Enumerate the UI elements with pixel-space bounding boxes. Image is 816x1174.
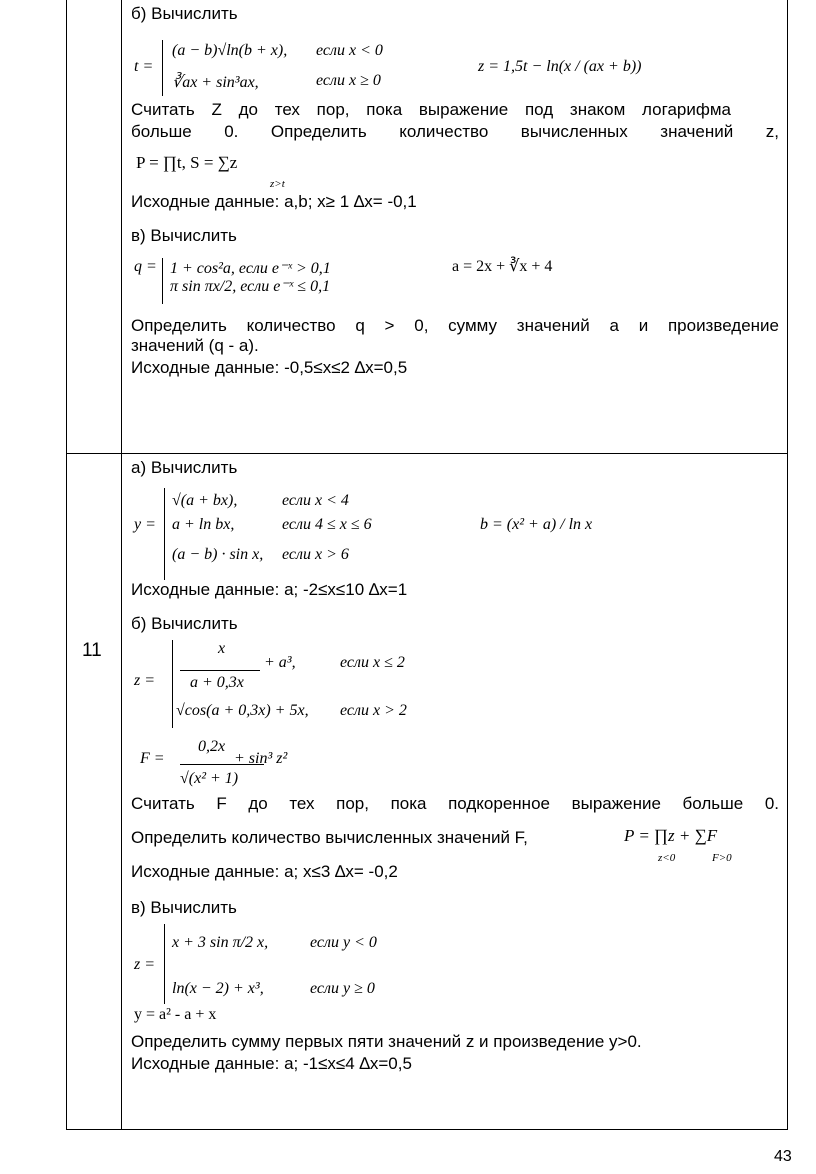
y-case2-cond: если 4 ≤ x ≤ 6: [282, 516, 372, 533]
y-case1: √(a + bx),: [172, 492, 238, 509]
sum-subscript-1: z>t: [270, 178, 285, 190]
P-subscript-2: F>0: [712, 852, 732, 864]
z-case1-den: a + 0,3x: [190, 674, 244, 691]
v-input-2: Исходные данные: a; -1≤x≤4 ∆x=0,5: [131, 1054, 412, 1073]
page-number: 43: [774, 1148, 792, 1165]
y-case1-cond: если x < 4: [282, 492, 349, 509]
z-case1-cond: если x ≤ 2: [340, 654, 405, 671]
table-border-bottom: [66, 1129, 788, 1130]
v-paragraph-1a: Определить количество q > 0, сумму значений a и произведение: [131, 316, 779, 335]
table-column-divider: [121, 0, 122, 1130]
z-brace-3: [164, 924, 165, 1004]
y-lhs: y =: [134, 516, 156, 533]
q-lhs: q =: [134, 258, 157, 275]
z3-case1-cond: если y < 0: [310, 934, 377, 951]
products-formula-1: P = ∏t, S = ∑z: [136, 153, 238, 172]
F-tail: + sin³ z²: [234, 750, 288, 767]
z3-case2: ln(x − 2) + x³,: [172, 980, 264, 997]
b-input-1: Исходные данные: a,b; x≥ 1 ∆x= -0,1: [131, 192, 417, 211]
z-brace-2: [172, 640, 173, 728]
a-formula-1: a = 2x + ∛x + 4: [452, 258, 553, 275]
t-lhs: t =: [134, 58, 154, 75]
table-row-divider: [66, 453, 788, 454]
b-paragraph-1a: Считать Z до тех пор, пока выражение под знаком логарифма: [131, 100, 731, 119]
b-heading-1: б) Вычислить: [131, 4, 238, 23]
t-case2: ∛ax + sin³ax,: [172, 74, 259, 91]
z-case1-fraction-line: [180, 670, 260, 671]
z-case1-num: x: [218, 640, 226, 657]
b-heading-2: б) Вычислить: [131, 614, 238, 633]
P-formula-2: P = ∏z + ∑F: [624, 826, 718, 845]
y-case3: (a − b) · sin x,: [172, 546, 264, 563]
z3-case1: x + 3 sin π/2 x,: [172, 934, 269, 951]
v-paragraph-2: Определить сумму первых пяти значений z и произведение y>0.: [131, 1032, 642, 1051]
z3-case2-cond: если y ≥ 0: [310, 980, 375, 997]
t-case1-cond: если x < 0: [316, 42, 383, 59]
b-paragraph-2a: Считать F до тех пор, пока подкоренное выражение больше 0.: [131, 794, 779, 813]
z-formula-1: z = 1,5t − ln(x / (ax + b)): [478, 58, 642, 75]
z-case2-cond: если x > 2: [340, 702, 407, 719]
table-border-left: [66, 0, 67, 1130]
v-input-1: Исходные данные: -0,5≤x≤2 ∆x=0,5: [131, 358, 408, 377]
q-case2: π sin πx/2, если e⁻ˣ ≤ 0,1: [170, 278, 331, 295]
y-case3-cond: если x > 6: [282, 546, 349, 563]
y-formula-3: y = a² - a + x: [134, 1006, 217, 1023]
F-num: 0,2x: [198, 738, 226, 755]
z-case1-tail: + a³,: [264, 654, 296, 671]
b-input-2: Исходные данные: a; x≤3 ∆x= -0,2: [131, 862, 398, 881]
v-heading-1: в) Вычислить: [131, 226, 237, 245]
a-input-2: Исходные данные: a; -2≤x≤10 ∆x=1: [131, 580, 408, 599]
q-brace: [162, 258, 163, 304]
a-heading-2: а) Вычислить: [131, 458, 238, 477]
b-paragraph-2b: Определить количество вычисленных значений F,: [131, 828, 528, 847]
q-case1: 1 + cos²a, если e⁻ˣ > 0,1: [170, 260, 331, 277]
z-case2: √cos(a + 0,3x) + 5x,: [176, 702, 309, 719]
F-den: √(x² + 1): [180, 770, 239, 787]
v-paragraph-1b: значений (q - a).: [131, 336, 259, 355]
P-subscript-1: z<0: [658, 852, 676, 864]
b-formula-2: b = (x² + a) / ln x: [480, 516, 593, 533]
z-lhs-3: z =: [134, 956, 156, 973]
table-border-right: [787, 0, 788, 1130]
t-case2-cond: если x ≥ 0: [316, 72, 381, 89]
task-number: 11: [82, 640, 102, 661]
y-brace: [164, 488, 165, 580]
v-heading-2: в) Вычислить: [131, 898, 237, 917]
b-paragraph-1b: больше 0. Определить количество вычисленных значений z,: [131, 122, 779, 141]
F-lhs: F =: [140, 750, 165, 767]
t-brace: [162, 40, 163, 96]
t-case1: (a − b)√ln(b + x),: [172, 42, 288, 59]
z-lhs-2: z =: [134, 672, 156, 689]
y-case2: a + ln bx,: [172, 516, 235, 533]
